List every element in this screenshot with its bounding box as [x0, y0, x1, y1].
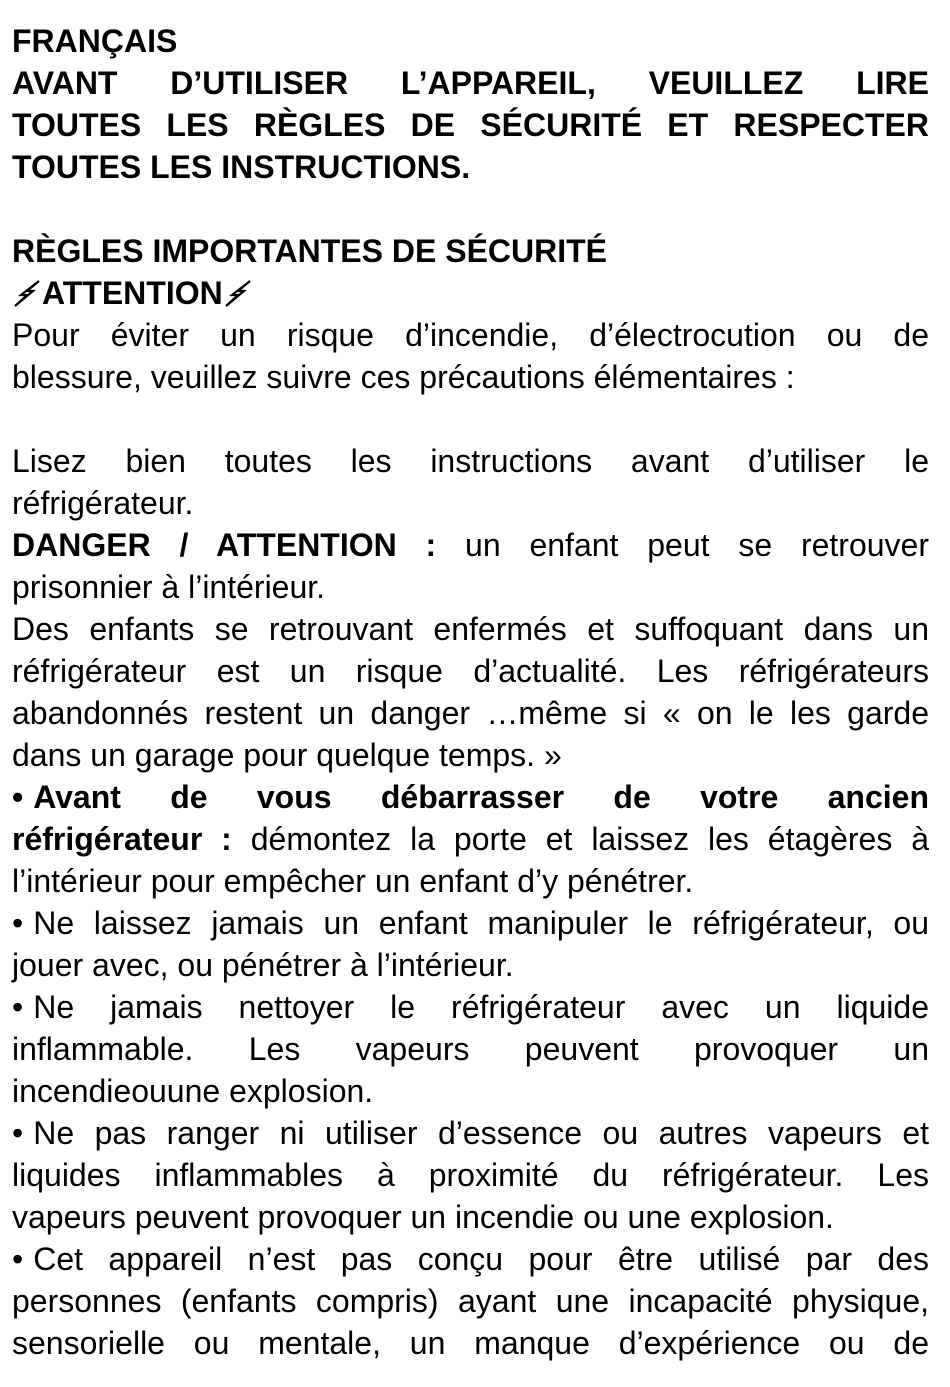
bullet-no-flammable-line-3: incendieouune explosion.	[12, 1073, 374, 1109]
children-line-3: abandonnés restent un danger …même si « on le les garde	[12, 695, 929, 731]
bullet-dot: •	[12, 1115, 24, 1151]
bullet-old-fridge-line-1	[12, 776, 929, 818]
bullet-dot: •	[12, 905, 24, 941]
read-line-1: Lisez bien toutes les instructions avant d’utiliser le	[12, 443, 929, 479]
bullet-no-flammable-line-2: inflammable. Les vapeurs peuvent provoquer un	[12, 1031, 929, 1067]
bullet-no-gasoline-line-3: vapeurs peuvent provoquer un incendie ou une explosion.	[12, 1199, 834, 1235]
bullet-not-designed-line-2: personnes (enfants compris) ayant une incapacité physique,	[12, 1283, 929, 1319]
bullet-bold-text: Avant de vous débarrasser de votre ancien	[33, 779, 929, 815]
precaution-line-2: blessure, veuillez suivre ces précautions élémentaires :	[12, 359, 795, 395]
children-line-2: réfrigérateur est un risque d’actualité. Les réfrigérateurs	[12, 653, 929, 689]
language-heading: FRANÇAIS	[12, 23, 178, 59]
bullet-text: démontez la porte et laissez les étagères à	[231, 821, 929, 857]
bullet-dot: •	[12, 989, 24, 1025]
document-page	[12, 20, 929, 1364]
precaution-line-1: Pour éviter un risque d’incendie, d’électrocution ou de	[12, 317, 929, 353]
bullet-no-flammable-line-1	[12, 986, 929, 1028]
children-line-1: Des enfants se retrouvant enfermés et suffoquant dans un	[12, 611, 929, 647]
bullet-old-fridge-line-3: l’intérieur pour empêcher un enfant d’y pénétrer.	[12, 863, 694, 899]
bullet-text: Ne jamais nettoyer le réfrigérateur avec un liquide	[33, 989, 929, 1025]
intro-line-3: TOUTES LES INSTRUCTIONS.	[12, 149, 471, 185]
bullet-text: Cet appareil n’est pas conçu pour être utilisé par des	[33, 1241, 929, 1277]
spacer	[12, 398, 929, 440]
danger-line-1	[12, 524, 929, 566]
lightning-bolt-icon	[12, 278, 42, 308]
bullet-not-designed-line-1	[12, 1238, 929, 1280]
intro-line-2: TOUTES LES RÈGLES DE SÉCURITÉ ET RESPECTER	[12, 107, 929, 143]
danger-label: DANGER / ATTENTION :	[12, 527, 437, 563]
bullet-old-fridge-line-2	[12, 818, 929, 860]
bullet-text: Ne laissez jamais un enfant manipuler le réfrigérateur, ou	[33, 905, 929, 941]
bullet-no-gasoline-line-2: liquides inflammables à proximité du réfrigérateur. Les	[12, 1157, 929, 1193]
intro-line-1: AVANT D’UTILISER L’APPAREIL, VEUILLEZ LIRE	[12, 65, 929, 101]
read-line-2: réfrigérateur.	[12, 485, 194, 521]
danger-line-2: prisonnier à l’intérieur.	[12, 569, 326, 605]
bullet-dot: •	[12, 779, 24, 815]
danger-text: un enfant peut se retrouver	[436, 527, 929, 563]
bullet-never-child-line-1	[12, 902, 929, 944]
bullet-no-gasoline-line-1	[12, 1112, 929, 1154]
bullet-not-designed-line-3: sensorielle ou mentale, un manque d’expérience ou de	[12, 1325, 929, 1361]
attention-label: ATTENTION	[42, 275, 223, 311]
spacer	[12, 188, 929, 230]
bullet-bold-text: réfrigérateur :	[12, 821, 232, 857]
children-line-4: dans un garage pour quelque temps. »	[12, 737, 562, 773]
attention-heading	[12, 272, 929, 314]
bullet-dot: •	[12, 1241, 24, 1277]
lightning-bolt-icon	[223, 278, 253, 308]
bullet-text: Ne pas ranger ni utiliser d’essence ou autres vapeurs et	[33, 1115, 929, 1151]
safety-title: RÈGLES IMPORTANTES DE SÉCURITÉ	[12, 233, 608, 269]
bullet-never-child-line-2: jouer avec, ou pénétrer à l’intérieur.	[12, 947, 514, 983]
